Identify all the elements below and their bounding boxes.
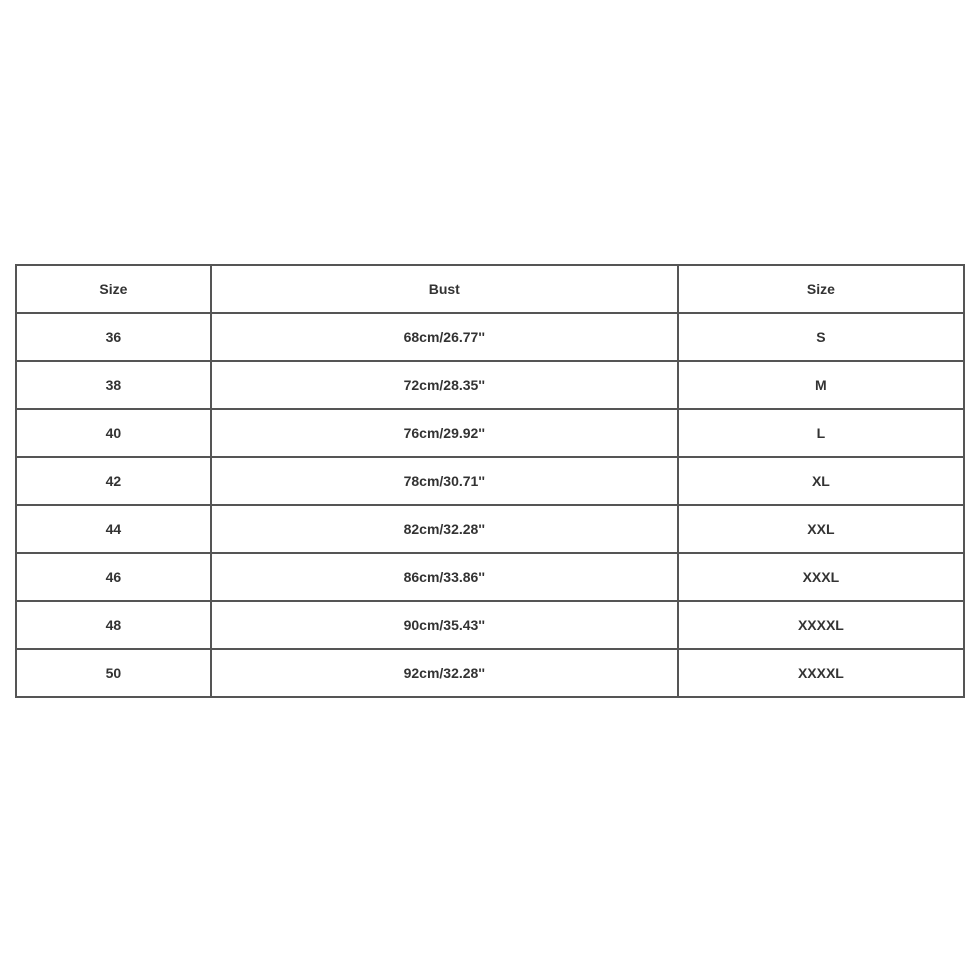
cell-letter-size: S — [678, 313, 964, 361]
table-row — [16, 313, 964, 361]
table-row — [16, 457, 964, 505]
table-row — [16, 409, 964, 457]
cell-size: 38 — [16, 361, 211, 409]
cell-size: 42 — [16, 457, 211, 505]
header-size: Size — [16, 265, 211, 313]
header-bust: Bust — [211, 265, 678, 313]
table-header-row — [16, 265, 964, 313]
cell-bust: 78cm/30.71'' — [211, 457, 678, 505]
table-row — [16, 649, 964, 697]
size-chart-table — [15, 264, 965, 698]
cell-letter-size: XXXXL — [678, 601, 964, 649]
cell-bust: 86cm/33.86'' — [211, 553, 678, 601]
cell-bust: 76cm/29.92'' — [211, 409, 678, 457]
table-row — [16, 505, 964, 553]
cell-size: 44 — [16, 505, 211, 553]
cell-size: 50 — [16, 649, 211, 697]
header-letter-size: Size — [678, 265, 964, 313]
cell-letter-size: XL — [678, 457, 964, 505]
cell-letter-size: XXL — [678, 505, 964, 553]
cell-letter-size: M — [678, 361, 964, 409]
cell-letter-size: L — [678, 409, 964, 457]
cell-bust: 68cm/26.77'' — [211, 313, 678, 361]
table-row — [16, 553, 964, 601]
cell-size: 48 — [16, 601, 211, 649]
cell-letter-size: XXXL — [678, 553, 964, 601]
cell-bust: 90cm/35.43'' — [211, 601, 678, 649]
cell-bust: 72cm/28.35'' — [211, 361, 678, 409]
cell-size: 36 — [16, 313, 211, 361]
cell-size: 46 — [16, 553, 211, 601]
cell-bust: 82cm/32.28'' — [211, 505, 678, 553]
cell-letter-size: XXXXL — [678, 649, 964, 697]
table-row — [16, 361, 964, 409]
cell-bust: 92cm/32.28'' — [211, 649, 678, 697]
cell-size: 40 — [16, 409, 211, 457]
table-row — [16, 601, 964, 649]
